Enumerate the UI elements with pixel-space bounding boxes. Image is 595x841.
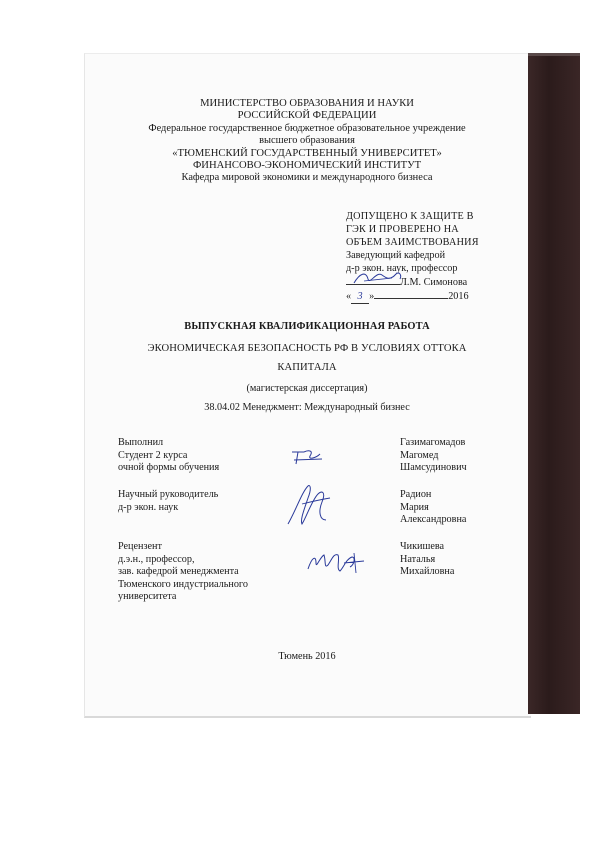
supervisor-first-name: Мария bbox=[400, 501, 429, 513]
reviewer-signature bbox=[304, 547, 370, 579]
supervisor-name bbox=[400, 489, 466, 527]
author-surname: Газимагомадов bbox=[400, 437, 466, 448]
head-name: Л.М. Симонова bbox=[400, 277, 468, 288]
university-name: «ТЮМЕНСКИЙ ГОСУДАРСТВЕННЫЙ УНИВЕРСИТЕТ» bbox=[172, 147, 442, 159]
institute-name: ФИНАНСОВО-ЭКОНОМИЧЕСКИЙ ИНСТИТУТ bbox=[192, 160, 422, 172]
reviewer-first-name: Наталья bbox=[400, 553, 436, 565]
institution-type-line-2: высшего образования bbox=[259, 135, 355, 147]
reviewer-role bbox=[118, 541, 248, 604]
approval-line-2: ГЭК И ПРОВЕРЕНО НА bbox=[346, 224, 459, 235]
date-close-quote: » bbox=[369, 291, 375, 302]
supervisor-surname: Радион bbox=[400, 489, 432, 500]
reviewer-name bbox=[400, 541, 454, 579]
author-detail-2: очной формы обучения bbox=[118, 462, 220, 474]
study-program: 38.04.02 Менеджмент: Международный бизнес bbox=[204, 402, 410, 414]
approval-block bbox=[346, 210, 496, 304]
scan-dark-edge bbox=[528, 56, 580, 714]
thesis-topic-line-1: ЭКОНОМИЧЕСКАЯ БЕЗОПАСНОСТЬ РФ В УСЛОВИЯХ ОТТОКА bbox=[147, 343, 467, 355]
head-signature bbox=[352, 269, 404, 287]
ministry-line-1: МИНИСТЕРСТВО ОБРАЗОВАНИЯ И НАУКИ bbox=[200, 98, 414, 109]
reviewer-detail-1: д.э.н., профессор, bbox=[118, 553, 195, 565]
reviewer-patronymic: Михайловна bbox=[400, 566, 455, 578]
supervisor-label: Научный руководитель bbox=[118, 489, 219, 500]
head-degree: д-р экон. наук, профессор bbox=[346, 263, 458, 274]
approval-date bbox=[346, 289, 496, 304]
institution-type-line-1: Федеральное государственное бюджетное образовательное учреждение bbox=[148, 122, 466, 134]
author-signature bbox=[290, 448, 326, 468]
reviewer-label: Рецензент bbox=[118, 541, 162, 552]
supervisor-signature bbox=[282, 480, 338, 530]
reviewer-surname: Чикишева bbox=[400, 541, 445, 552]
date-month-underline bbox=[374, 289, 448, 299]
author-first-name: Магомед bbox=[400, 449, 439, 461]
thesis-type: ВЫПУСКНАЯ КВАЛИФИКАЦИОННАЯ РАБОТА bbox=[184, 321, 430, 332]
head-role: Заведующий кафедрой bbox=[346, 250, 446, 261]
reviewer-detail-4: университета bbox=[118, 591, 177, 603]
city-year: Тюмень 2016 bbox=[278, 651, 336, 662]
author-role bbox=[118, 437, 219, 475]
reviewer-detail-3: Тюменского индустриального bbox=[118, 578, 248, 590]
degree-type: (магистерская диссертация) bbox=[246, 383, 368, 395]
institution-header bbox=[84, 98, 530, 185]
supervisor-role bbox=[118, 489, 218, 514]
date-year: 2016 bbox=[448, 291, 469, 302]
reviewer-detail-2: зав. кафедрой менеджмента bbox=[118, 566, 239, 578]
department-name: Кафедра мировой экономики и международного бизнеса bbox=[181, 172, 433, 184]
thesis-title-block bbox=[84, 321, 530, 415]
approval-line-3: ОБЪЕМ ЗАИМСТВОВАНИЯ bbox=[346, 237, 479, 248]
head-signature-line bbox=[346, 275, 496, 289]
supervisor-patronymic: Александровна bbox=[400, 514, 467, 526]
author-label: Выполнил bbox=[118, 437, 164, 448]
date-open-quote: « bbox=[346, 291, 352, 302]
thesis-topic-line-2: КАПИТАЛА bbox=[277, 362, 337, 374]
author-detail-1: Студент 2 курса bbox=[118, 449, 188, 461]
author-patronymic: Шамсудинович bbox=[400, 462, 467, 474]
approval-line-1: ДОПУЩЕНО К ЗАЩИТЕ В bbox=[346, 211, 474, 222]
ministry-line-2: РОССИЙСКОЙ ФЕДЕРАЦИИ bbox=[237, 110, 377, 122]
date-day: 3 bbox=[351, 290, 369, 304]
author-name bbox=[400, 437, 467, 475]
title-page bbox=[84, 53, 530, 715]
supervisor-detail-1: д-р экон. наук bbox=[118, 501, 179, 513]
